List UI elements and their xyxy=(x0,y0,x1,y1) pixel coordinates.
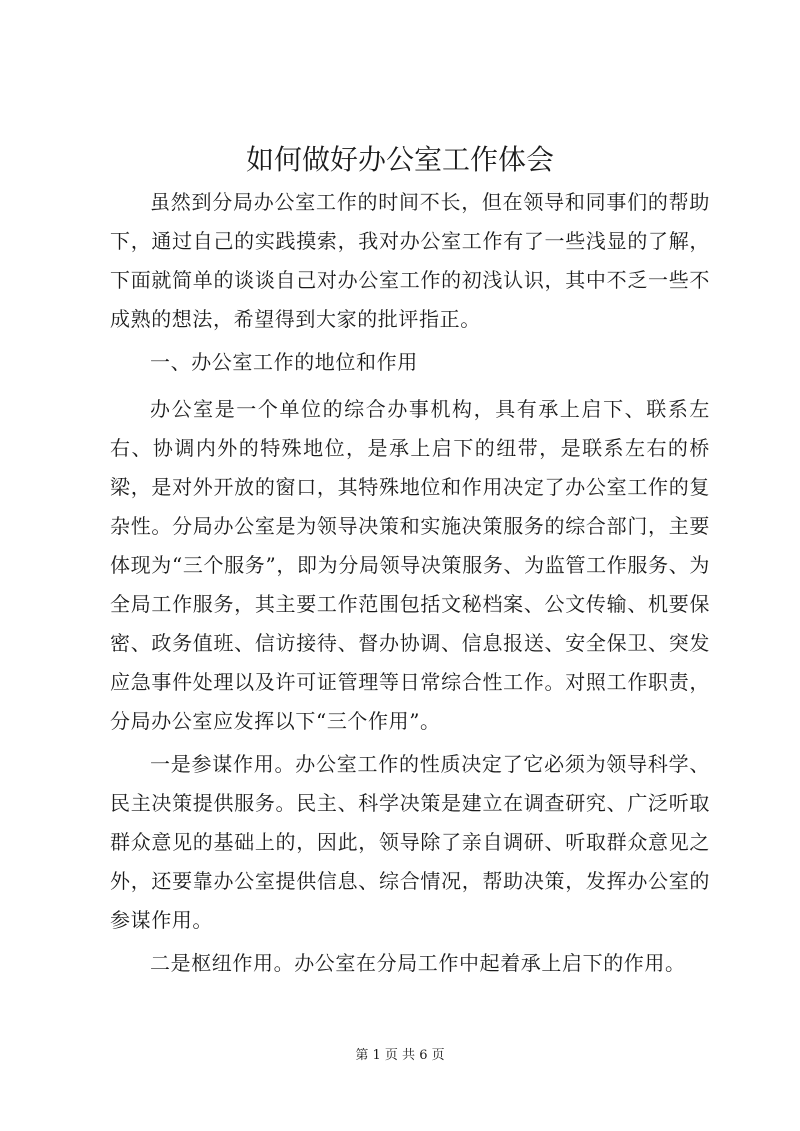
paragraph-advisory-role: 一是参谋作用。办公室工作的性质决定了它必须为领导科学、民主决策提供服务。民主、科学决策是建立在调查研究、广泛听取群众意见的基础上的，因此，领导除了亲自调研、听取群众意见之外，还要靠办公室提供信息、综合情况，帮助决策，发挥办公室的参谋作用。 xyxy=(110,752,710,932)
paragraph-intro: 虽然到分局办公室工作的时间不长，但在领导和同事们的帮助下，通过自己的实践摸索，我对办公室工作有了一些浅显的了解，下面就简单的谈谈自己对办公室工作的初浅认识，其中不乏一些不成熟的想法，希望得到大家的批评指正。 xyxy=(110,190,710,331)
document-title: 如何做好办公室工作体会 xyxy=(245,143,554,176)
section-heading: 一、办公室工作的地位和作用 xyxy=(150,350,418,374)
page-number-footer: 第 1 页 共 6 页 xyxy=(355,1048,445,1063)
paragraph-hub-role: 二是枢纽作用。办公室在分局工作中起着承上启下的作用。 xyxy=(150,951,686,975)
paragraph-office-role: 办公室是一个单位的综合办事机构，具有承上启下、联系左右、协调内外的特殊地位，是承上启下的纽带，是联系左右的桥梁，是对外开放的窗口，其特殊地位和作用决定了办公室工作的复杂性。分局办公室是为领导决策和实施决策服务的综合部门，主要体现为“三个服务”，即为分局领导决策服务、为监管工作服务、为全局工作服务，其主要工作范围包括文秘档案、公文传输、机要保密、政务值班、信访接待、督办协调、信息报送、安全保卫、突发应急事件处理以及许可证管理等日常综合性工作。对照工作职责，分局办公室应发挥以下“三个作用”。 xyxy=(110,397,710,733)
document-body xyxy=(110,183,710,987)
